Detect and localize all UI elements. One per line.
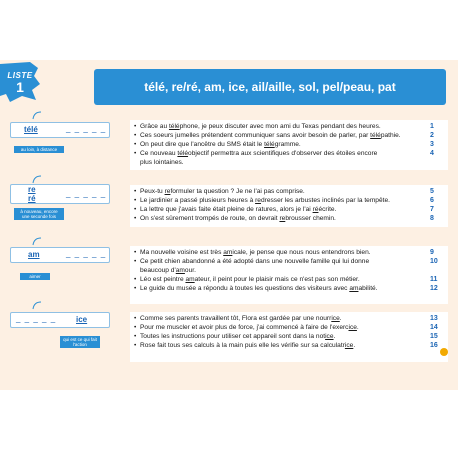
card-word: ice	[76, 315, 88, 324]
sentence-text: plus lointaines.	[140, 159, 184, 166]
sentence-text: our.	[184, 267, 196, 274]
bullet: •	[134, 258, 137, 265]
curved-arrow-icon	[32, 300, 42, 310]
sentence-number: 8	[430, 215, 434, 222]
sentence-line	[134, 132, 401, 140]
page-title: télé, re/ré, am, ice, ail/aille, sol, pel/peau, pat	[144, 80, 396, 94]
sentence-number: 2	[430, 132, 434, 139]
sentence-line	[134, 188, 305, 196]
bullet: •	[134, 141, 137, 148]
sentence-line	[134, 159, 184, 167]
sentence-number: 1	[430, 123, 434, 130]
sentence-text: dresser les arbustes inclinés par la tempête.	[260, 197, 390, 204]
sentence-line	[134, 324, 359, 332]
sentence-text: .	[356, 324, 359, 331]
bullet: •	[134, 150, 137, 157]
bullet: •	[134, 315, 137, 322]
sentence-line	[134, 315, 342, 323]
card-blank[interactable]: _ _ _ _ _	[66, 249, 107, 258]
card-word: am	[28, 250, 40, 259]
underlined-root: télé	[177, 150, 189, 157]
sentence-number: 14	[430, 324, 438, 331]
sentence-text: Ce petit chien abandonné a été adopté dans une nouvelle famille qui lui donne	[140, 258, 370, 265]
underlined-root: am	[175, 267, 185, 274]
sentence-group-tele	[130, 120, 448, 170]
sentence-number: 6	[430, 197, 434, 204]
underlined-root: re	[164, 188, 171, 195]
sentence-number: 7	[430, 206, 434, 213]
card-blank[interactable]: _ _ _ _ _	[66, 124, 107, 133]
sentence-line	[134, 197, 390, 205]
sentence-line	[134, 285, 378, 293]
sentence-line	[134, 342, 355, 350]
bullet: •	[134, 132, 137, 139]
sentence-text: pathie.	[380, 132, 401, 139]
sentence-number: 13	[430, 315, 438, 322]
card-tag: aimer	[20, 273, 50, 280]
sentence-text: icale, je pense que nous nous entendrons bien.	[232, 249, 371, 256]
sentence-text: Peux-tu	[140, 188, 165, 195]
sentence-text: formuler ta question ? Je ne l'ai pas comprise.	[170, 188, 305, 195]
card-word: télé	[24, 125, 38, 134]
sentence-number: 5	[430, 188, 434, 195]
sentence-line	[134, 206, 336, 214]
sentence-text: phone, je peux discuter avec mon ami du Texas pendant des heures.	[179, 123, 381, 130]
sentence-group-re	[130, 185, 448, 227]
underlined-root: ice	[325, 333, 334, 340]
underlined-root: am	[185, 276, 195, 283]
sentence-number: 4	[430, 150, 434, 157]
underlined-root: re	[255, 197, 261, 204]
curved-arrow-icon	[32, 174, 42, 184]
sentence-text: Grâce au	[140, 123, 169, 130]
card-tag: au loin, à distance	[14, 146, 64, 153]
bullet: •	[134, 206, 137, 213]
sentence-line	[134, 249, 371, 257]
bullet: •	[134, 342, 137, 349]
underlined-root: re	[279, 215, 286, 222]
sentence-text: La lettre que j'avais faite était pleine de ratures, alors je l'ai	[140, 206, 313, 213]
underlined-root: ice	[331, 315, 340, 322]
sentence-text: gramme.	[274, 141, 301, 148]
liste-number: 1	[16, 78, 24, 95]
sentence-text: objectif permettra aux scientifiques d'observer des étoiles encore	[188, 150, 378, 157]
sentence-text: .	[333, 333, 336, 340]
sentence-number: 10	[430, 258, 438, 265]
sentence-text: Ce nouveau	[140, 150, 178, 157]
liste-badge	[0, 62, 40, 102]
smiley-dot-icon	[440, 348, 448, 356]
sentence-number: 11	[430, 276, 438, 283]
sentence-text: Ma nouvelle voisine est très	[140, 249, 224, 256]
card-blank[interactable]: _ _ _ _ _	[16, 314, 57, 323]
underlined-root: télé	[264, 141, 275, 148]
sentence-line	[134, 215, 336, 223]
sentence-text: ateur, il peint pour le plaisir mais ce n'est pas son métier.	[194, 276, 360, 283]
bullet: •	[134, 249, 137, 256]
sentence-line	[134, 258, 369, 266]
sentence-text: Ces soeurs jumelles prétendent communiquer sans avoir besoin de parler, par	[140, 132, 371, 139]
bullet: •	[134, 333, 137, 340]
underlined-root: télé	[168, 123, 180, 130]
underlined-root: ice	[344, 342, 354, 349]
curved-arrow-icon	[32, 110, 42, 120]
liste-label: LISTE	[7, 70, 33, 80]
bullet: •	[134, 285, 137, 292]
card-word-line2: ré	[28, 194, 36, 203]
sentence-group-am	[130, 246, 448, 304]
card-word-line1: re	[28, 185, 36, 194]
sentence-line	[134, 333, 335, 341]
sentence-text: .	[353, 342, 356, 349]
card-tag: qui est ce qui fait l'action	[60, 336, 100, 348]
sentence-number: 15	[430, 333, 438, 340]
bullet: •	[134, 123, 137, 130]
sentence-number: 16	[430, 342, 438, 349]
underlined-root: am	[349, 285, 359, 292]
underlined-root: ice	[348, 324, 357, 331]
sentence-line	[134, 123, 381, 131]
underlined-root: télé	[370, 132, 381, 139]
underlined-root: am	[223, 249, 233, 256]
bullet: •	[134, 276, 137, 283]
sentence-text: Le jardinier a passé plusieurs heures à	[140, 197, 256, 204]
sentence-text: Le guide du musée a répondu à toutes les questions des visiteurs avec	[140, 285, 350, 292]
sentence-line	[134, 276, 360, 284]
underlined-root: ré	[312, 206, 319, 213]
sentence-line	[134, 141, 301, 149]
sentence-text: Toutes les instructions pour utiliser cet appareil sont dans la not	[140, 333, 326, 340]
sentence-number: 3	[430, 141, 434, 148]
sentence-number: 9	[430, 249, 434, 256]
bullet: •	[134, 188, 137, 195]
bullet: •	[134, 324, 137, 331]
sentence-line	[134, 150, 377, 158]
sentence-text: Léo est peintre	[140, 276, 186, 283]
sentence-text: écrite.	[318, 206, 337, 213]
sentence-text: Pour me muscler et avoir plus de force, j'ai commencé à faire de l'exerc	[140, 324, 349, 331]
bullet: •	[134, 215, 137, 222]
sentence-text: beaucoup d'	[140, 267, 176, 274]
title-bar	[94, 69, 446, 105]
curved-arrow-icon	[32, 236, 42, 246]
sentence-text: On peut dire que l'ancêtre du SMS était le	[140, 141, 265, 148]
sentence-text: abilité.	[358, 285, 378, 292]
sentence-text: brousser chemin.	[285, 215, 336, 222]
sentence-text: Comme ses parents travaillent tôt, Flora est gardée par une nourr	[140, 315, 332, 322]
sentence-line	[134, 267, 196, 275]
sentence-number: 12	[430, 285, 438, 292]
sentence-text: .	[339, 315, 342, 322]
sentence-text: Rose fait tous ses calculs à la main puis elle les vérifie sur sa calculatr	[140, 342, 345, 349]
sentence-text: On s'est sûrement trompés de route, on devrait	[140, 215, 280, 222]
bullet: •	[134, 197, 137, 204]
card-blank[interactable]: _ _ _ _ _	[66, 189, 107, 198]
sentence-group-ice	[130, 312, 448, 362]
card-tag: à nouveau, encore une seconde fois	[14, 208, 64, 220]
